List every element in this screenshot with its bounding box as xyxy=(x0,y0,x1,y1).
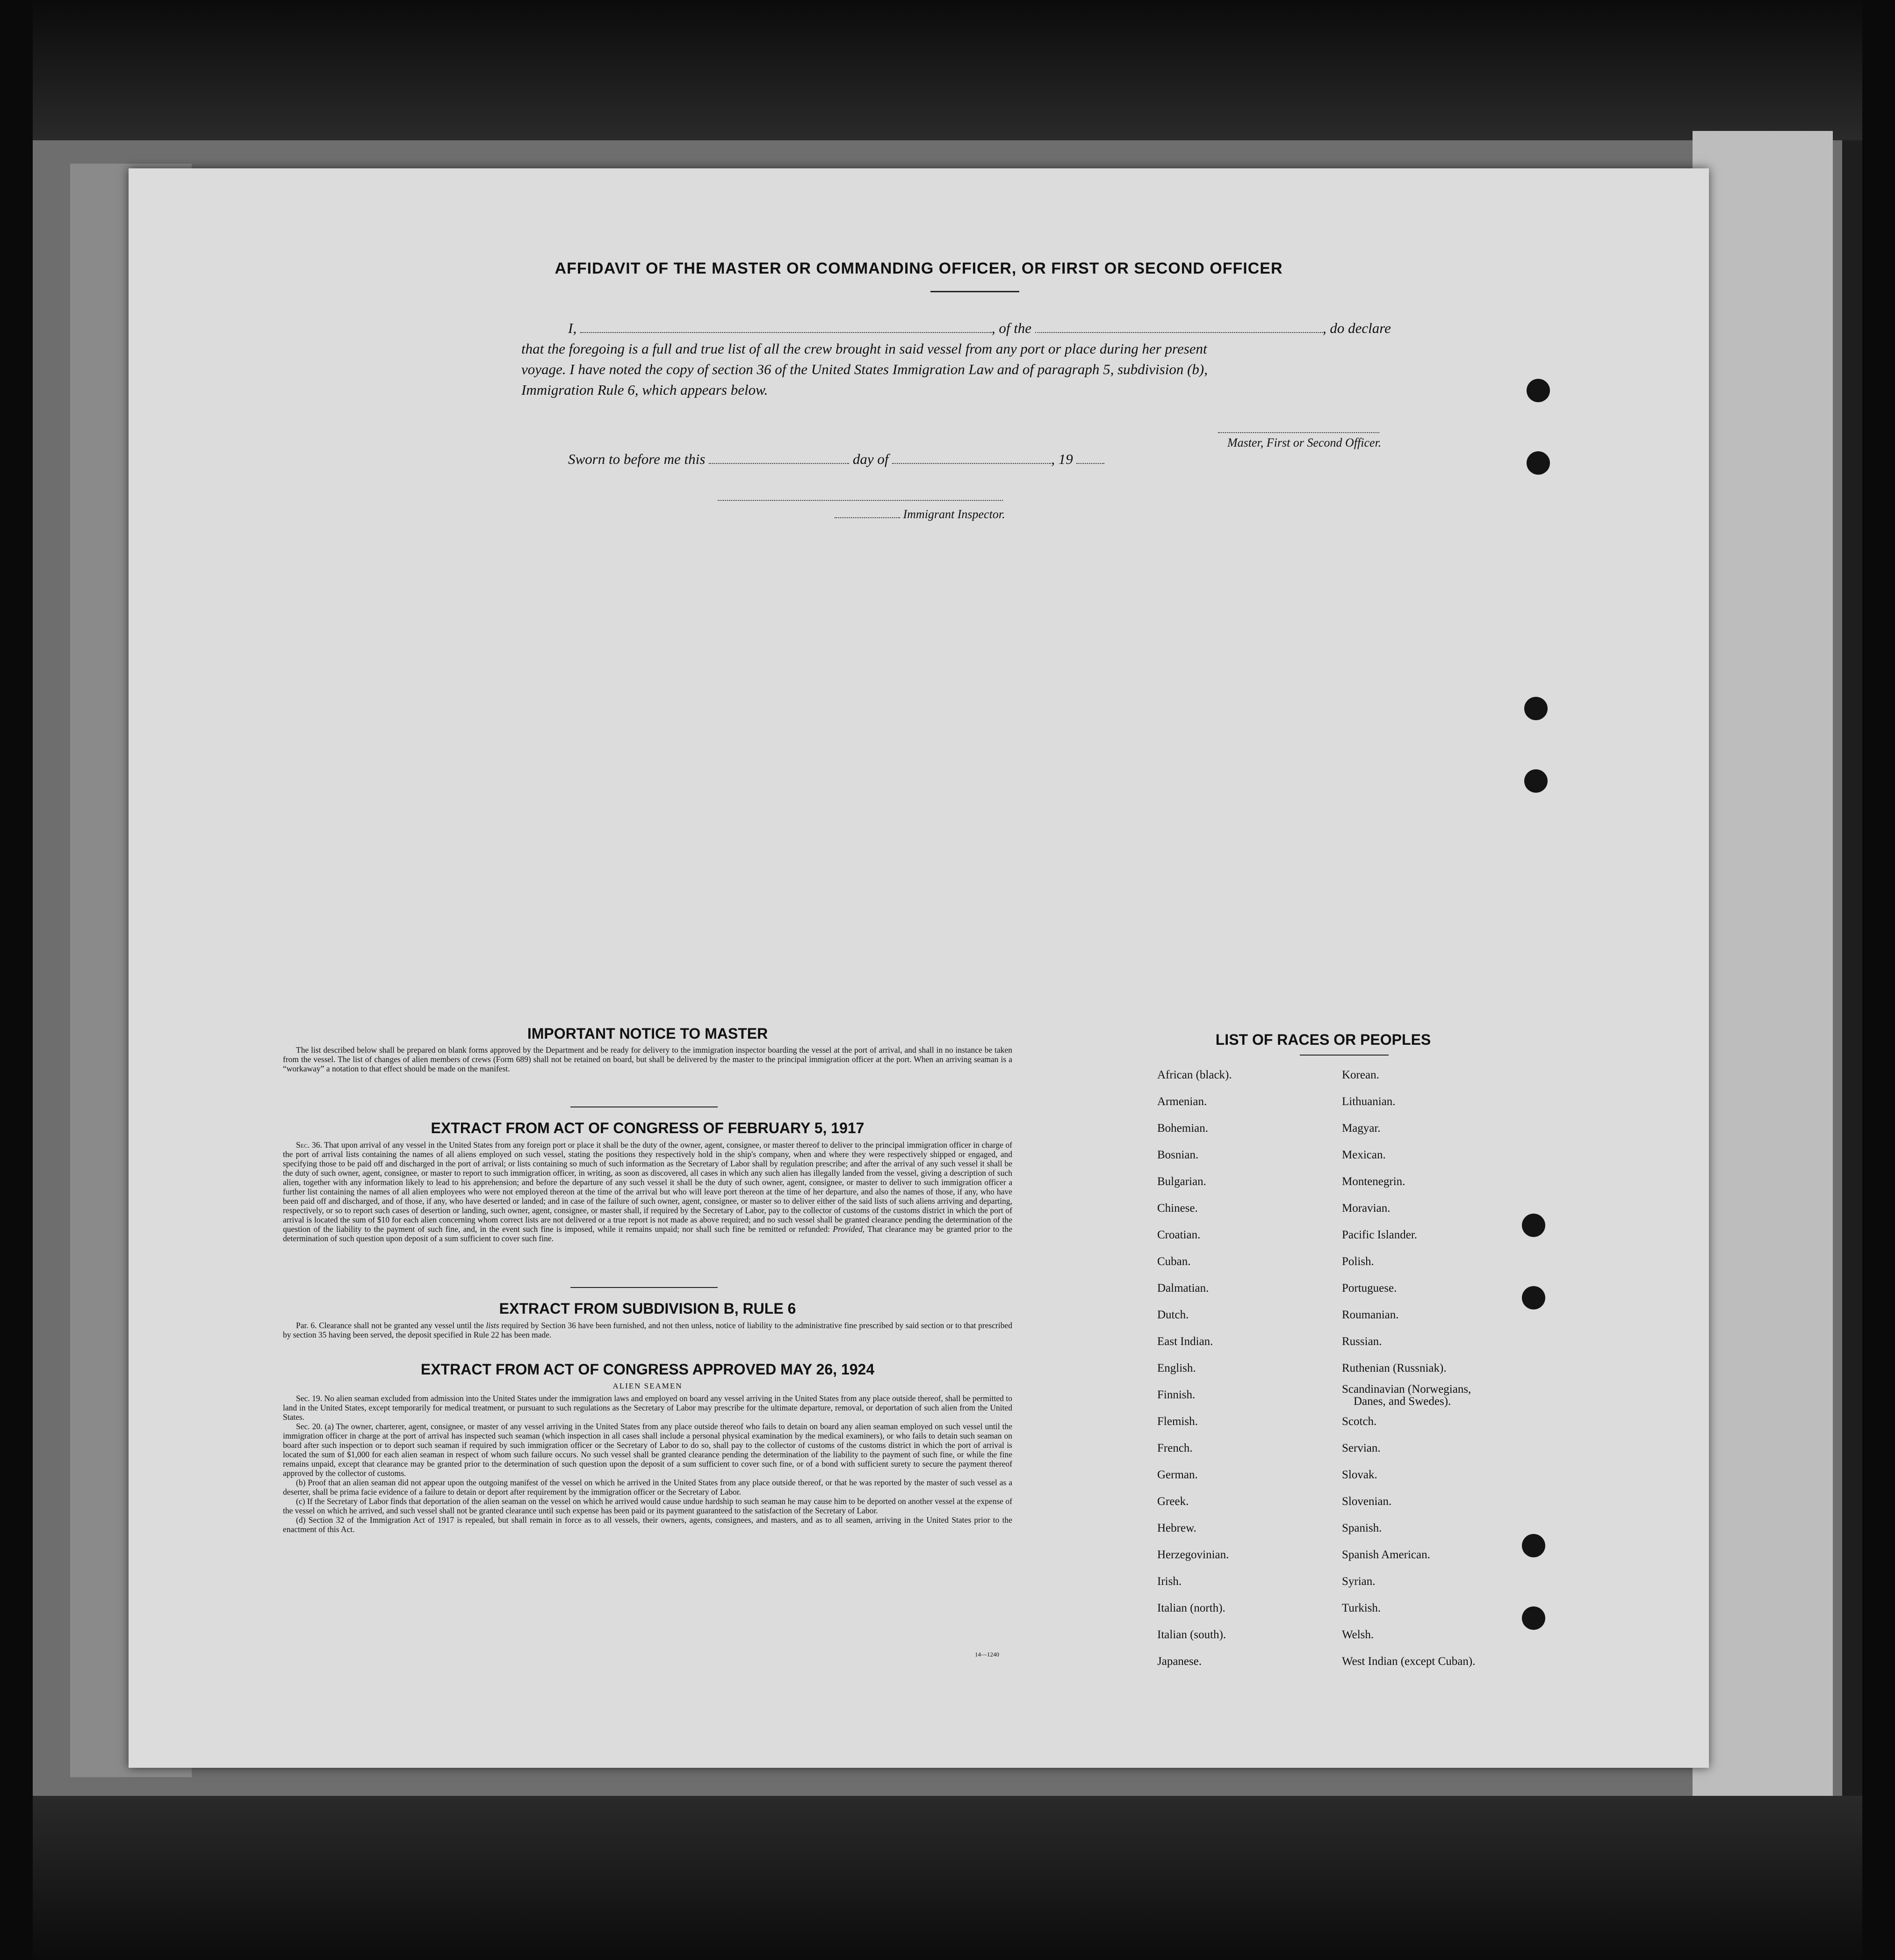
affidavit-i: I, xyxy=(568,320,577,336)
notice-text: The list described below shall be prepared on blank forms approved by the Department and be ready for delivery to the immigration inspector boarding the vessel at the port of arrival, and shall in no instance be taken from the vessel. The list of changes of alien members of crews (Form 689) shall not be retained on board, but shall be delivered by the master to the principal immigration officer at the port. When an arriving seaman is a “workaway” a notation to that effect should be made on the manifest. xyxy=(283,1045,1012,1073)
sworn-line xyxy=(568,449,1104,470)
race-item: Herzegovinian. xyxy=(1157,1548,1229,1561)
affidavit-line-3: voyage. I have noted the copy of section 36 of the United States Immigration Law and of paragraph 5, subdivision (b), xyxy=(521,361,1208,377)
extract-1924-title: EXTRACT FROM ACT OF CONGRESS APPROVED MAY 26, 1924 xyxy=(420,1361,875,1378)
race-item: Hebrew. xyxy=(1157,1522,1196,1534)
race-item: Pacific Islander. xyxy=(1342,1229,1418,1241)
form-number: 14—1240 xyxy=(975,1651,999,1658)
race-item: Welsh. xyxy=(1342,1628,1374,1641)
sec-20a-text: Sec. 20. (a) The owner, charterer, agent, consignee, or master of any vessel arriving in the United States from any place outside thereof who fails to detain on board any alien seaman employed on such vessel until the immigration officer in charge at the port of arrival has inspected such seaman (which inspection in all cases shall include a personal physical examination by the medical examiners), or who fails to detain such seaman on board after such inspection or to deport such seaman if required by such immigration officer or the Secretary of Labor to do so, shall pay to the collector of customs of the customs district in which the port of arrival is located the sum of $1,000 for each alien seaman in respect of whom such failure occurs. No such vessel shall be granted clearance pending the determination of the liability to the payment of such fine, or while the fine remains unpaid, except that clearance may be granted prior to the determination of such question upon the deposit of a sum sufficient to cover such fine, or of a bond with sufficient surety to secure the payment thereof approved by the collector of customs. xyxy=(283,1422,1012,1478)
race-item: Scandinavian (Norwegians, xyxy=(1342,1383,1471,1396)
punch-hole xyxy=(1524,697,1548,720)
film-edge-left xyxy=(0,0,33,1960)
notice-body xyxy=(283,1045,1012,1073)
race-item: African (black). xyxy=(1157,1069,1232,1081)
race-item: Croatian. xyxy=(1157,1229,1201,1241)
notice-title: IMPORTANT NOTICE TO MASTER xyxy=(527,1025,768,1042)
race-item: Irish. xyxy=(1157,1575,1182,1588)
provided-word: Provided, xyxy=(833,1224,865,1234)
lists-word: lists xyxy=(486,1321,499,1330)
subdivision-body xyxy=(283,1321,1012,1339)
race-item: Korean. xyxy=(1342,1069,1379,1081)
race-item: Chinese. xyxy=(1157,1202,1198,1215)
alien-seamen-subtitle: ALIEN SEAMEN xyxy=(612,1381,683,1390)
race-item: Roumanian. xyxy=(1342,1309,1399,1321)
subdivision-title: EXTRACT FROM SUBDIVISION B, RULE 6 xyxy=(499,1300,796,1317)
race-item: Cuban. xyxy=(1157,1255,1191,1268)
race-item: Bulgarian. xyxy=(1157,1175,1206,1188)
sec-20b-text: (b) Proof that an alien seaman did not appear upon the outgoing manifest of the vessel on which he arrived in the United States from any place outside thereof, or that he was reported by the master of such vessel as a deserter, shall be prima facie evidence of a failure to detain or deport after requirement by the immigration officer or the Secretary of Labor. xyxy=(283,1478,1012,1497)
affidavit-line-4: Immigration Rule 6, which appears below. xyxy=(521,382,768,398)
race-item: German. xyxy=(1157,1468,1198,1481)
race-item: Turkish. xyxy=(1342,1602,1381,1614)
master-signature-label: Master, First or Second Officer. xyxy=(1227,436,1382,449)
race-item: Moravian. xyxy=(1342,1202,1391,1215)
race-item: Bosnian. xyxy=(1157,1149,1199,1161)
race-item: Italian (north). xyxy=(1157,1602,1225,1614)
affidavit-title: AFFIDAVIT OF THE MASTER OR COMMANDING OFFICER, OR FIRST OR SECOND OFFICER xyxy=(555,260,1283,277)
race-item: French. xyxy=(1157,1442,1193,1454)
underlying-sheet-right xyxy=(1693,131,1833,1805)
punch-hole xyxy=(1522,1286,1545,1309)
affidavit-do-declare: , do declare xyxy=(1322,320,1391,336)
sec-36-text: That upon arrival of any vessel in the United States from any foreign port or place it shall be the duty of the owner, agent, consignee, or master thereof to deliver to the principal immigration officer in charge of the port of arrival lists containing the names of all aliens employed on such vessel, stating the positions they respectively hold in the ship's company, when and where they were respectively shipped or engaged, and specifying those to be paid off and discharged in the port of arrival; or lists containing so much of such information as the Secretary of Labor shall by regulation prescribe; and after the arrival of any such vessel it shall be the duty of such owner, agent, consignee, or master to report to such immigration officer, in writing, as soon as discovered, all cases in which any such alien has illegally landed from the vessel, giving a description of such alien, together with any information likely to lead to his apprehension; and before the departure of any such vessel it shall be the duty of such owner, agent, consignee, or master to deliver to such immigration officer a further list containing the names of all alien employees who were not employed thereon at the time of the arrival but who will leave port thereon at the time of her departure, and also the names of those, if any, who have been paid off and discharged, and of those, if any, who have deserted or landed; and in case of the failure of such owner, agent, consignee, or master so to deliver either of the said lists of such aliens arriving and departing, respectively, or so to report such cases of desertion or landing, such owner, agent, consignee, or master shall, if required by the Secretary of Labor, pay to the collector of customs of the customs district in which the port of arrival is located the sum of $10 for each alien concerning whom correct lists are not delivered or a true report is not made as above required; and no such vessel shall be granted clearance pending the determination of the question of the liability to the payment of such fine, and, in the event such fine is imposed, while it remains unpaid; nor shall such fine be remitted or refunded: xyxy=(283,1140,1012,1234)
sec-20c-text: (c) If the Secretary of Labor finds that deportation of the alien seaman on the vessel on which he arrived would cause undue hardship to such seaman he may cause him to be deported on another vessel at the expense of the vessel on which he arrived, and such vessel shall not be granted clearance until such expense has been paid or its payment guaranteed to the satisfaction of the Secretary of Labor. xyxy=(283,1497,1012,1515)
race-item: Servian. xyxy=(1342,1442,1381,1454)
race-item: Russian. xyxy=(1342,1335,1382,1348)
inspector-label: Immigrant Inspector. xyxy=(903,507,1005,521)
sworn-year-blank[interactable] xyxy=(1076,461,1104,464)
film-edge-right xyxy=(1862,0,1895,1960)
race-item: Magyar. xyxy=(1342,1122,1381,1135)
sec-36-label: Sec. 36. xyxy=(296,1140,322,1150)
race-item: Polish. xyxy=(1342,1255,1374,1268)
races-title: LIST OF RACES OR PEOPLES xyxy=(1215,1031,1431,1048)
race-item: Flemish. xyxy=(1157,1415,1198,1428)
title-underline xyxy=(930,291,1019,292)
extract-1924-body xyxy=(283,1394,1012,1534)
race-item: Finnish. xyxy=(1157,1389,1196,1401)
race-item: Lithuanian. xyxy=(1342,1095,1396,1108)
race-item: Slovenian. xyxy=(1342,1495,1392,1508)
sec-20d-text: (d) Section 32 of the Immigration Act of 1917 is repealed, but shall remain in force as to all vessels, their owners, agents, consignees, and masters, and as to all seamen, arriving in the United States prior to the enactment of this Act. xyxy=(283,1515,1012,1534)
race-item: Armenian. xyxy=(1157,1095,1207,1108)
sworn-year: , 19 xyxy=(1051,451,1073,467)
inspector-label-line xyxy=(835,507,1005,521)
race-item: Greek. xyxy=(1157,1495,1189,1508)
race-item: Japanese. xyxy=(1157,1655,1202,1668)
race-item: Montenegrin. xyxy=(1342,1175,1405,1188)
affidavit-line-2: that the foregoing is a full and true list of all the crew brought in said vessel from any port or place during her present xyxy=(521,340,1207,357)
sworn-day-blank[interactable] xyxy=(709,461,849,464)
scan-bottom-border xyxy=(0,1796,1895,1960)
sworn-month-blank[interactable] xyxy=(892,461,1051,464)
sec-36-text-end: That clearance may be granted prior to the determination of such question upon deposit of a sum sufficient to cover such fine. xyxy=(283,1224,1013,1243)
race-item: West Indian (except Cuban). xyxy=(1342,1655,1476,1668)
affidavit-of-the: , of the xyxy=(991,320,1032,336)
punch-hole xyxy=(1522,1534,1545,1557)
race-item: Ruthenian (Russniak). xyxy=(1342,1362,1447,1374)
vessel-blank[interactable] xyxy=(1035,330,1323,333)
sec-19-text: Sec. 19. No alien seaman excluded from admission into the United States under the immigration laws and employed on board any vessel arriving in the United States from any place outside thereof, shall be permitted to land in the United States, except temporarily for medical treatment, or pursuant to such regulations as the Secretary of Labor may prescribe for the ultimate departure, removal, or deportation of such alien from the United States. xyxy=(283,1394,1012,1422)
race-item: Dutch. xyxy=(1157,1309,1189,1321)
inspector-dots xyxy=(835,515,900,518)
race-item: Mexican. xyxy=(1342,1149,1386,1161)
divider xyxy=(570,1287,718,1288)
punch-hole xyxy=(1527,379,1550,402)
race-item: Syrian. xyxy=(1342,1575,1376,1588)
par-6-text-b: required by Section 36 have been furnished, and not then unless, notice of liability to the administrative fine prescribed by said section or to that prescribed by section 35 having been served, the deposit specified in Rule 22 has been made. xyxy=(283,1321,1013,1339)
race-item: Italian (south). xyxy=(1157,1628,1226,1641)
race-item: Bohemian. xyxy=(1157,1122,1209,1135)
race-item: English. xyxy=(1157,1362,1196,1374)
affidavit-line-1 xyxy=(568,318,1391,339)
sworn-day-of: day of xyxy=(852,451,889,467)
race-item: Spanish. xyxy=(1342,1522,1382,1534)
races-underline xyxy=(1300,1055,1389,1056)
punch-hole xyxy=(1527,451,1550,475)
name-blank[interactable] xyxy=(580,330,992,333)
par-6-text-a: Par. 6. Clearance shall not be granted any vessel until the xyxy=(296,1321,484,1330)
race-item: Portuguese. xyxy=(1342,1282,1397,1295)
race-item: Slovak. xyxy=(1342,1468,1377,1481)
sworn-text: Sworn to before me this xyxy=(568,451,706,467)
master-signature-line[interactable] xyxy=(1218,430,1379,433)
race-item: East Indian. xyxy=(1157,1335,1213,1348)
extract-1917-body xyxy=(283,1140,1012,1243)
race-item: Scotch. xyxy=(1342,1415,1377,1428)
race-item: Spanish American. xyxy=(1342,1548,1430,1561)
extract-1917-title: EXTRACT FROM ACT OF CONGRESS OF FEBRUARY 5, 1917 xyxy=(431,1120,865,1136)
scan-top-border xyxy=(0,0,1895,140)
punch-hole xyxy=(1524,769,1548,793)
punch-hole xyxy=(1522,1214,1545,1237)
race-item-continued: Danes, and Swedes). xyxy=(1354,1395,1451,1408)
punch-hole xyxy=(1522,1606,1545,1630)
inspector-signature-line[interactable] xyxy=(718,498,1003,501)
document-page xyxy=(129,168,1709,1768)
race-item: Dalmatian. xyxy=(1157,1282,1209,1295)
